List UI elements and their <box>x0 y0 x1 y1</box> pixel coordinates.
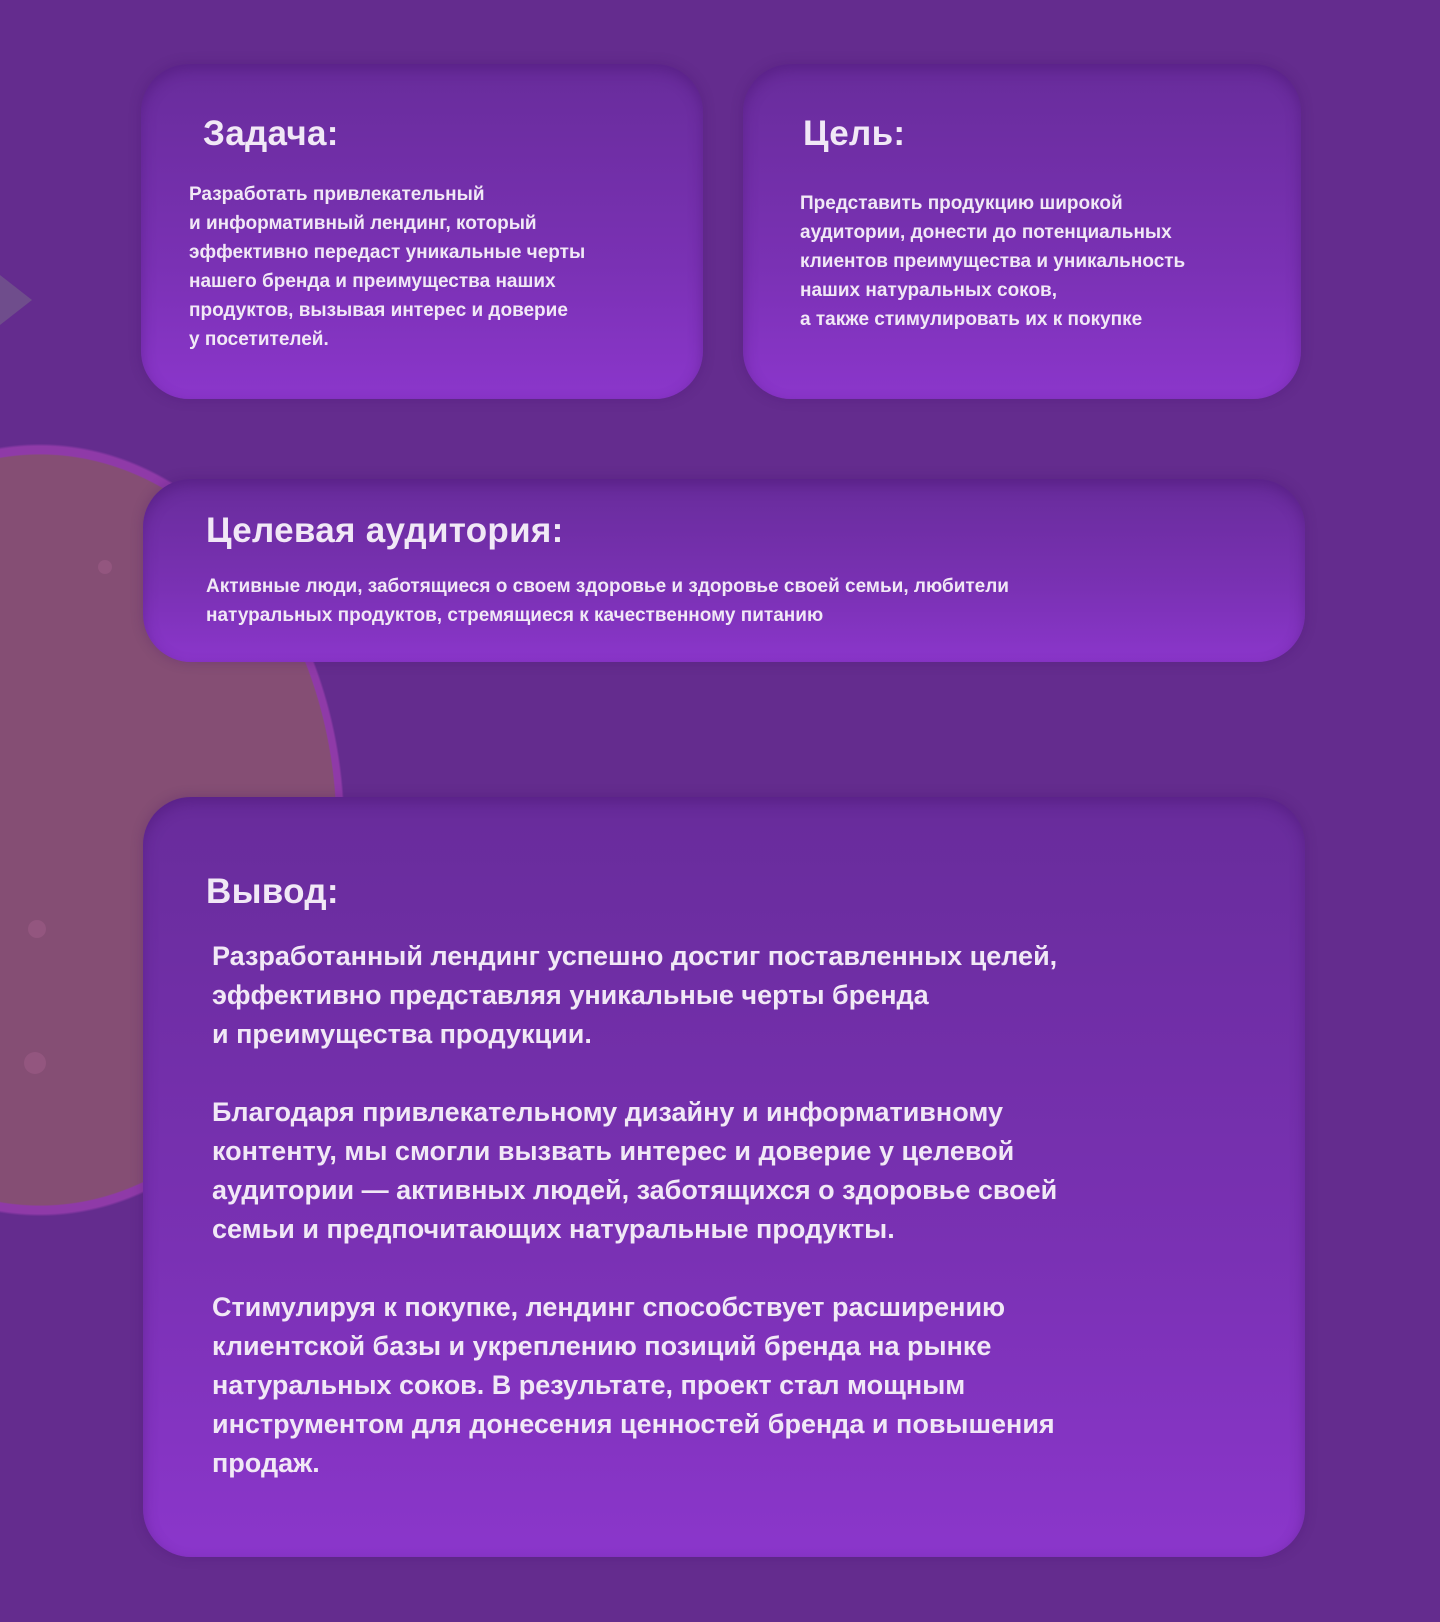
conclusion-text-line: клиентской базы и укреплению позиций бренда на рынке <box>212 1331 992 1361</box>
decorative-dot <box>28 920 46 938</box>
task-card <box>141 64 703 399</box>
goal-text-line: Представить продукцию широкой <box>800 193 1123 214</box>
goal-card <box>743 64 1301 399</box>
task-text-line: у посетителей. <box>189 329 329 350</box>
task-text-line: нашего бренда и преимущества наших <box>189 271 556 292</box>
conclusion-text-line: Разработанный лендинг успешно достиг поставленных целей, <box>212 941 1058 971</box>
audience-card <box>143 479 1305 662</box>
audience-title: Целевая аудитория: <box>206 511 564 550</box>
task-text-line: эффективно передаст уникальные черты <box>189 242 586 263</box>
conclusion-text-line: Благодаря привлекательному дизайну и информативному <box>212 1097 1003 1127</box>
conclusion-paragraph <box>212 937 1265 1054</box>
goal-text-line: наших натуральных соков, <box>800 280 1058 301</box>
decorative-dot <box>24 1052 46 1074</box>
task-title: Задача: <box>203 114 339 153</box>
audience-text-line: натуральных продуктов, стремящиеся к качественному питанию <box>206 605 824 626</box>
goal-title: Цель: <box>803 114 906 153</box>
conclusion-text-line: Стимулируя к покупке, лендинг способствует расширению <box>212 1292 1006 1322</box>
conclusion-text-line: продаж. <box>212 1448 320 1478</box>
conclusion-text-line: инструментом для донесения ценностей бренда и повышения <box>212 1409 1055 1439</box>
conclusion-title: Вывод: <box>206 872 339 911</box>
audience-text-line: Активные люди, заботящиеся о своем здоровье и здоровье своей семьи, любители <box>206 576 1009 597</box>
goal-text-line: клиентов преимущества и уникальность <box>800 251 1186 272</box>
decorative-triangle <box>0 275 32 325</box>
conclusion-card <box>143 797 1305 1557</box>
conclusion-paragraph <box>212 1093 1265 1249</box>
conclusion-text-line: эффективно представляя уникальные черты бренда <box>212 980 929 1010</box>
task-text-line: Разработать привлекательный <box>189 184 485 205</box>
conclusion-text-line: и преимущества продукции. <box>212 1019 592 1049</box>
decorative-dot <box>98 560 112 574</box>
conclusion-text-line: натуральных соков. В результате, проект стал мощным <box>212 1370 966 1400</box>
conclusion-paragraph <box>212 1288 1265 1483</box>
conclusion-text-line: семьи и предпочитающих натуральные продукты. <box>212 1214 895 1244</box>
task-text-line: и информативный лендинг, который <box>189 213 537 234</box>
task-text-line: продуктов, вызывая интерес и доверие <box>189 300 568 321</box>
conclusion-text-line: аудитории — активных людей, заботящихся о здоровье своей <box>212 1175 1058 1205</box>
goal-text-line: аудитории, донести до потенциальных <box>800 222 1172 243</box>
conclusion-text-line: контенту, мы смогли вызвать интерес и доверие у целевой <box>212 1136 1015 1166</box>
goal-text-line: а также стимулировать их к покупке <box>800 309 1143 330</box>
